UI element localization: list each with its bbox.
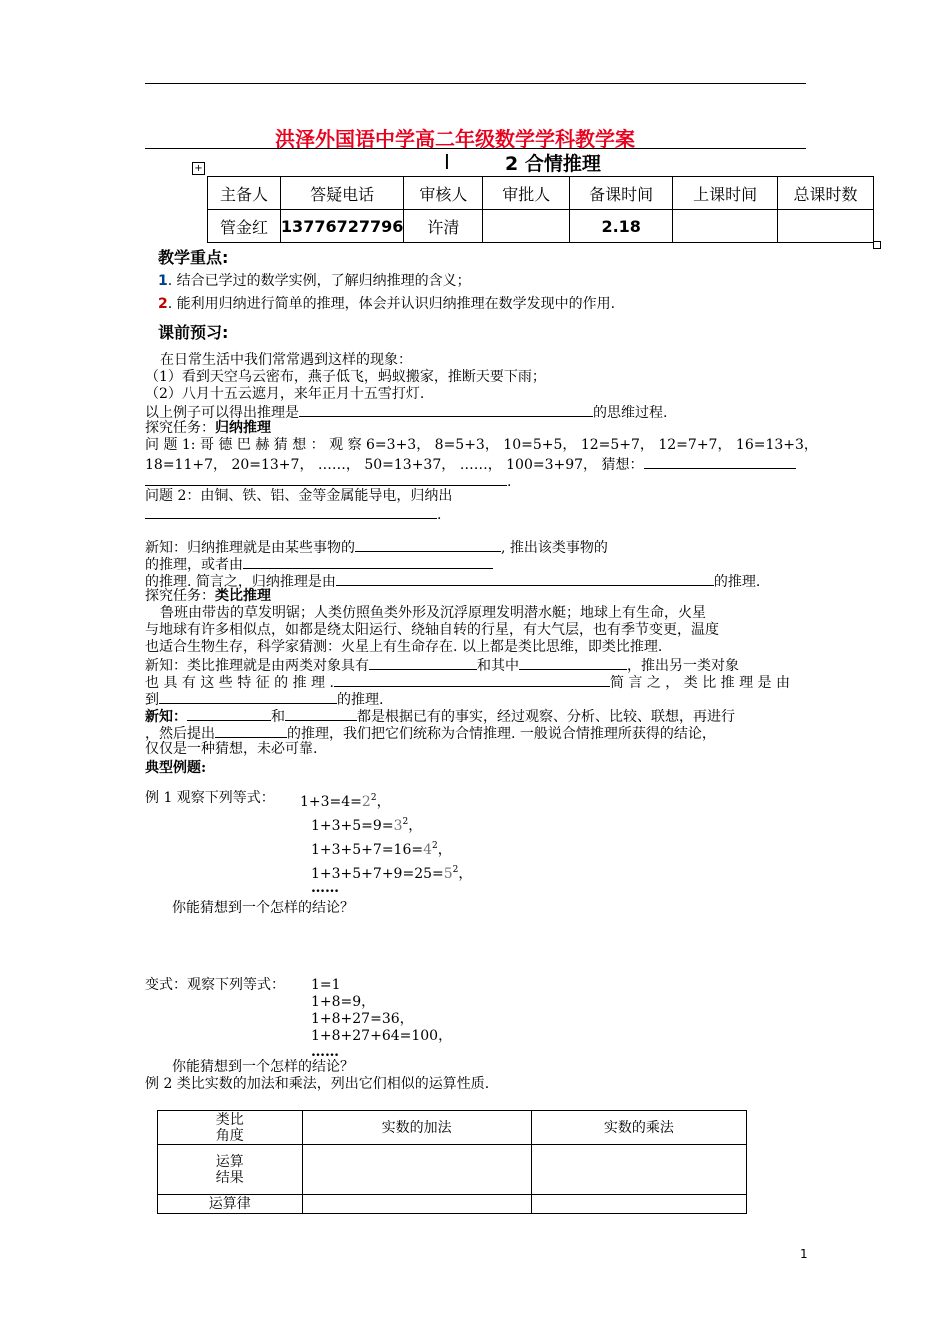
text: ，	[376, 794, 391, 810]
text: 2	[432, 841, 438, 851]
page-number: 1	[800, 1247, 808, 1261]
text: 到	[145, 692, 159, 708]
fill-blank[interactable]	[145, 505, 437, 519]
new-knowledge-3-line-c: 仅仅是一种猜想，未必可靠.	[145, 741, 318, 757]
school-title: 洪泽外国语中学高二年级数学学科教学案	[275, 127, 635, 151]
row-header: 运算律	[158, 1195, 303, 1214]
text: 2	[452, 865, 459, 875]
info-value-cell: 13776727796	[280, 210, 403, 243]
fill-blank[interactable]	[285, 707, 357, 721]
focus-item-1	[158, 270, 471, 290]
focus-item-text: . 结合已学过的数学实例，了解归纳推理的含义；	[167, 273, 471, 289]
text: , 推出该类事物的	[501, 540, 608, 556]
variant-label: 变式：观察下列等式：	[145, 977, 285, 993]
focus-item-text: . 能利用归纳进行简单的推理，体会并认识归纳推理在数学发现中的作用.	[167, 296, 616, 312]
focus-heading: 教学重点:	[158, 248, 229, 267]
fill-blank[interactable]	[355, 538, 501, 552]
text: 5	[443, 866, 453, 882]
preview-intro: 在日常生活中我们常常遇到这样的现象：	[160, 352, 412, 368]
text: 的思维过程.	[593, 405, 668, 421]
fill-blank[interactable]	[334, 673, 610, 687]
fill-blank[interactable]	[644, 455, 796, 469]
variant-eq-3: 1+8+27=36，	[311, 1011, 414, 1027]
text: 1+3+5=9=	[311, 818, 394, 834]
row-header-line: 结果	[215, 1169, 244, 1186]
text: 1+3=4=	[300, 794, 362, 810]
lesson-info-table	[207, 176, 874, 243]
text: 以上例子可以得出推理是	[145, 405, 299, 421]
text: ，	[458, 866, 473, 882]
info-table-header-row	[208, 177, 874, 210]
text: 探究任务：	[145, 420, 215, 436]
fill-blank[interactable]	[369, 656, 477, 670]
task-1-line	[145, 420, 271, 437]
text: 2	[370, 793, 377, 803]
empty-cell[interactable]	[302, 1195, 531, 1214]
text: 和其中	[477, 658, 519, 674]
empty-cell[interactable]	[531, 1195, 746, 1214]
task-2-line	[145, 588, 271, 605]
text: ，推出另一类对象	[627, 658, 739, 674]
text: 新知：归纳推理就是由某些事物的	[145, 540, 355, 556]
fill-blank[interactable]	[159, 690, 337, 704]
variant-question: 你能猜想到一个怎样的结论？	[172, 1059, 354, 1075]
fill-blank[interactable]	[336, 572, 714, 586]
info-header-cell: 上课时间	[673, 177, 778, 210]
info-header-cell: 审核人	[404, 177, 483, 210]
text: 1+3+5+7+9=25=	[311, 866, 444, 882]
text: ，	[408, 818, 423, 834]
fill-blank[interactable]	[187, 707, 271, 721]
text: 1+3+5+7=16=	[311, 842, 424, 858]
text: 2	[402, 817, 409, 827]
fill-blank[interactable]	[215, 724, 287, 738]
example-1-eq-2	[311, 814, 422, 835]
text-cursor-icon: I	[444, 150, 450, 174]
story-line-2: 与地球有许多相似点，如都是绕太阳运行、绕轴自转的行星，有大气层，也有季节变更，温度	[145, 622, 719, 638]
info-value-cell	[673, 210, 778, 243]
focus-item-number: 1	[158, 273, 168, 289]
info-table-value-row	[208, 210, 874, 243]
question-2-line-a: 问题 2：由铜、铁、铝、金等金属能导电，归纳出	[145, 488, 453, 504]
info-header-cell: 备课时间	[570, 177, 673, 210]
text: 都是根据已有的事实，经过观察、分析、比较、联想，再进行	[357, 709, 735, 725]
text: ，然后提出	[145, 726, 215, 742]
text: 探究任务：	[145, 588, 215, 604]
text: 的推理.	[337, 692, 384, 708]
text: 新知：	[145, 709, 187, 725]
comparison-header-row	[158, 1111, 747, 1145]
question-1-line-a: 问 题 1: 哥 德 巴 赫 猜 想 ： 观 察 6=3+3， 8=5+3， 10=5+5， 12=5+7， 12=7+7， 16=13+3，	[145, 437, 818, 453]
example-2-label: 例 2 类比实数的加法和乘法，列出它们相似的运算性质.	[145, 1076, 490, 1092]
task-name: 归纳推理	[215, 420, 271, 436]
corner-line: 角度	[215, 1127, 244, 1144]
text: 18=11+7， 20=13+7， ……， 50=13+37， ……， 100=3+97， 猜想：	[145, 457, 644, 473]
info-header-cell: 主备人	[208, 177, 281, 210]
fill-blank[interactable]	[145, 472, 507, 486]
info-value-cell: 2.18	[570, 210, 673, 243]
column-header: 实数的加法	[302, 1111, 531, 1145]
text: 的推理.	[713, 574, 761, 590]
focus-item-number: 2	[158, 296, 168, 312]
examples-heading: 典型例题:	[145, 760, 207, 776]
story-line-3: 也适合生物生存，科学家猜测：火星上有生命存在. 以上都是类比思维，即类比推理.	[145, 639, 663, 655]
info-value-cell	[483, 210, 570, 243]
text: 的推理. 简言之，归纳推理是由	[145, 574, 336, 590]
info-value-cell: 管金红	[208, 210, 281, 243]
info-value-cell	[778, 210, 874, 243]
info-header-cell: 审批人	[483, 177, 570, 210]
task-name: 类比推理	[215, 588, 271, 604]
comparison-row-law	[158, 1195, 747, 1214]
text: 也 具 有 这 些 特 征 的 推 理 .	[145, 675, 334, 691]
fill-blank[interactable]	[519, 656, 627, 670]
fill-blank[interactable]	[299, 403, 593, 417]
header-rule-bottom	[145, 148, 806, 149]
preview-item-1: （1）看到天空乌云密布，燕子低飞，蚂蚁搬家，推断天要下雨；	[145, 369, 546, 385]
header-rule-top	[145, 83, 806, 84]
variant-eq-1: 1=1	[311, 977, 341, 993]
text: 新知：类比推理就是由两类对象具有	[145, 658, 369, 674]
table-move-handle-icon[interactable]: +	[192, 162, 205, 175]
text: .	[507, 474, 512, 490]
example-1-dots: ……	[311, 880, 339, 896]
info-value-cell: 许清	[404, 210, 483, 243]
example-1-label: 例 1 观察下列等式：	[145, 790, 275, 806]
story-line-1: 鲁班由带齿的草发明锯；人类仿照鱼类外形及沉浮原理发明潜水艇；地球上有生命，火星	[160, 605, 706, 621]
variant-dots: ……	[311, 1044, 339, 1060]
focus-item-2	[158, 293, 615, 313]
column-header: 实数的乘法	[531, 1111, 746, 1145]
example-1-question: 你能猜想到一个怎样的结论？	[172, 900, 354, 916]
question-2-line-b	[145, 505, 441, 524]
variant-eq-2: 1+8=9，	[311, 994, 376, 1010]
comparison-table	[157, 1110, 747, 1214]
row-header	[158, 1145, 303, 1195]
fill-blank[interactable]	[243, 555, 493, 569]
variant-eq-4: 1+8+27+64=100，	[311, 1028, 453, 1044]
text: 4	[423, 842, 433, 858]
text: 的推理，我们把它们统称为合情推理. 一般说合情推理所获得的结论，	[287, 726, 716, 742]
text: 3	[393, 818, 403, 834]
info-header-cell: 答疑电话	[280, 177, 403, 210]
comparison-row-result	[158, 1145, 747, 1195]
example-1-eq-3	[311, 838, 452, 859]
empty-cell[interactable]	[531, 1145, 746, 1195]
corner-line: 类比	[215, 1111, 244, 1128]
lesson-title: 2 合情推理	[505, 153, 601, 175]
text: ，	[437, 842, 452, 858]
preview-heading: 课前预习:	[158, 323, 229, 342]
preview-item-2: （2）八月十五云遮月，来年正月十五雪打灯.	[145, 386, 425, 402]
text: .	[437, 507, 442, 523]
text: 2	[361, 794, 371, 810]
info-header-cell: 总课时数	[778, 177, 874, 210]
text: 的推理，或者由	[145, 557, 243, 573]
text: 简 言 之 ， 类 比 推 理 是 由	[609, 675, 791, 691]
text: 和	[271, 709, 285, 725]
example-1-eq-1	[300, 790, 391, 811]
corner-cell	[158, 1111, 303, 1145]
empty-cell[interactable]	[302, 1145, 531, 1195]
table-resize-handle[interactable]	[873, 241, 881, 249]
row-header-line: 运算	[215, 1153, 244, 1170]
